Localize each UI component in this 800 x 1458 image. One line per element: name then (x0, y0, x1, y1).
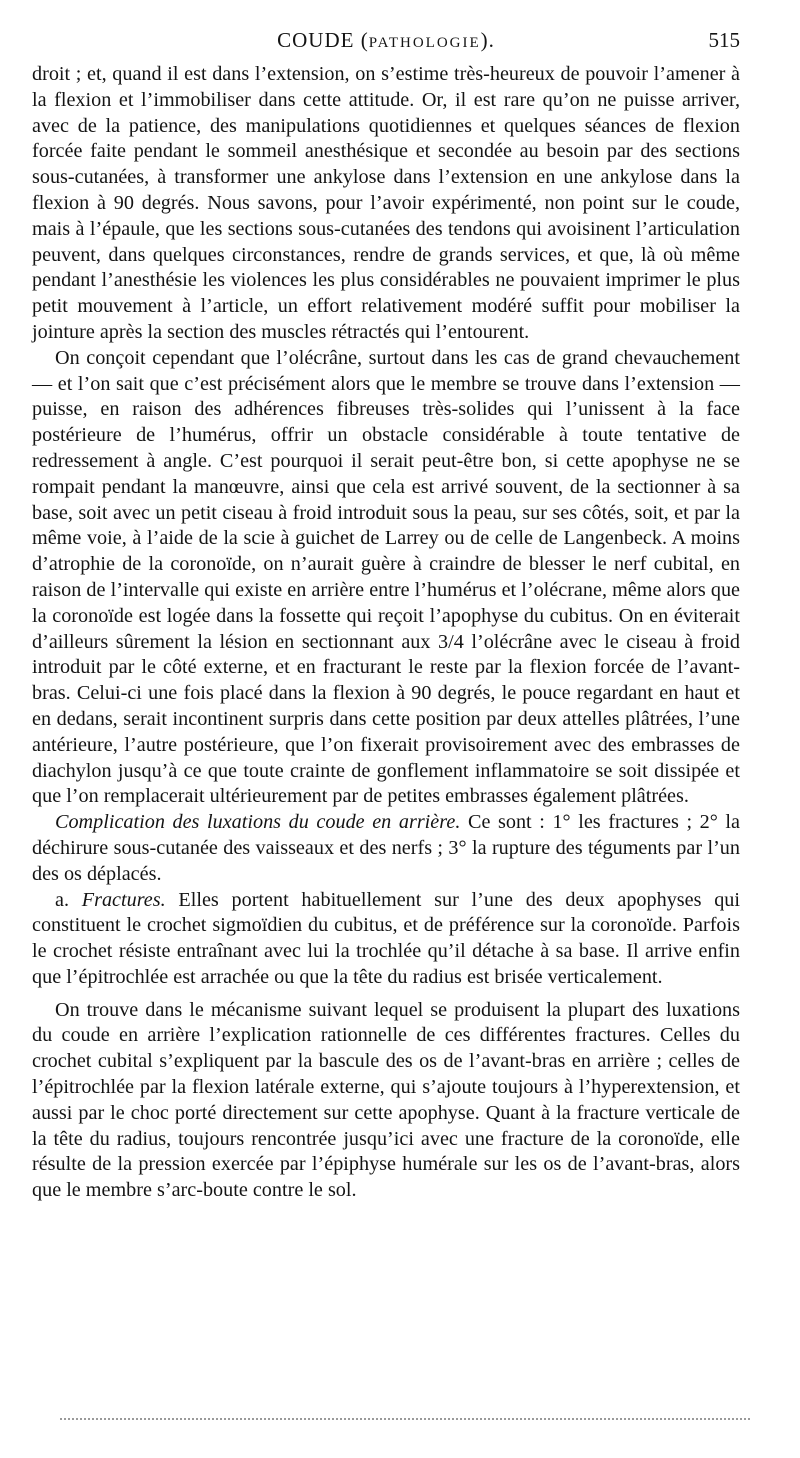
paragraph-olecrane (32, 346, 740, 810)
page-number: 515 (708, 28, 740, 52)
paragraph-continuation (32, 62, 740, 346)
paragraph-text: On trouve dans le mécanisme suivant lequel se produisent la plupart des luxations du coude en arrière l’explication rationnelle de ces différentes fractures. Celles du crochet cubital s’expliquent par la bascule des os de l’avant-bras en arrière ; celles de l’épitrochlée par la flexion latérale externe, qui s’ajoute toujours à l’hyperextension, et aussi par le choc porté directement sur cette apophyse. Quant à la fracture verticale de la tête du radius, toujours rencontrée jusqu’ici avec une fracture de la coronoïde, elle résulte de la pression exercée par l’épiphyse humérale sur les os de l’avant-bras, alors que le membre s’arc-boute contre le sol. (32, 998, 740, 1202)
item-letter: a. (55, 888, 82, 911)
paragraph-text: Ce sont : 1° les fractures ; 2° la déchirure sous-cutanée des vaisseaux et des nerfs ; 3° la rupture des téguments par l’un des os déplacés. (32, 811, 740, 885)
paragraph-fractures (32, 888, 740, 991)
running-title (32, 28, 740, 53)
paragraph-mecanisme (32, 998, 740, 1204)
paragraph-text: droit ; et, quand il est dans l’extension, on s’estime très-heureux de pouvoir l’amener à la flexion et l’immobiliser dans cette attitude. Or, il est rare qu’on ne puisse arriver, avec de la patience, des manipulations quotidiennes et quelques séances de flexion forcée faite pendant le sommeil anesthésique et secondée au besoin par des sections sous-cutanées, à transformer une ankylose dans l’extension en une ankylose dans la flexion à 90 degrés. Nous savons, pour l’avoir expérimenté, non point sur le coude, mais à l’épaule, que les sections sous-cutanées des tendons qui avoisinent l’articulation peuvent, dans quelques circonstances, rendre de grands services, et que, là où même pendant l’anesthésie les violences les plus considérables ne pouvaient imprimer le plus petit mouvement à l’article, un effort relativement modéré suffit pour mobiliser la jointure après la section des muscles rétractés qui l’entourent. (32, 63, 740, 343)
paragraph-text: On conçoit cependant que l’olécrâne, surtout dans les cas de grand chevauchement — et l’on sait que c’est précisément alors que le membre se trouve dans l’extension — puisse, en raison des adhérences fibreuses très-solides qui l’unissent à la face postérieure de l’humérus, offrir un obstacle considérable à toute tentative de redressement à angle. C’est pourquoi il serait peut-être bon, si cette apophyse ne se rompait pendant la manœuvre, ainsi que cela est arrivé souvent, de la sectionner à sa base, soit avec un petit ciseau à froid introduit sous la peau, sur ses côtés, soit, et par la même voie, à l’aide de la scie à guichet de Larrey ou de celle de Langenbeck. A moins d’atrophie de la coronoïde, on n’aurait guère à craindre de blesser le nerf cubital, en raison de l’intervalle qui existe en arrière entre l’humérus et l’olécrane, même alors que la coronoïde est logée dans la fossette qui reçoit l’apophyse du cubitus. On en éviterait d’ailleurs sûrement la lésion en sectionnant aux 3/4 l’olécrâne avec le ciseau à froid introduit par le côté externe, et en fracturant le reste par la flexion forcée de l’avant-bras. Celui-ci une fois placé dans la flexion à 90 degrés, le pouce regardant en haut et en dedans, serait incontinent surpris dans cette position par deux attelles plâtrées, l’une antérieure, l’autre postérieure, que l’on fixerait provisoirement avec des embrasses de diachylon jusqu’à ce que toute crainte de gonflement inflammatoire se soit dissipée et que l’on remplacerait ultérieurement par de petites embrasses également plâtrées. (32, 346, 740, 808)
paragraph-complication (32, 810, 740, 887)
running-title-main: COUDE ( (277, 28, 369, 52)
body-text (32, 62, 740, 1204)
running-head (32, 28, 740, 58)
running-title-close: ). (480, 28, 495, 52)
section-heading: Complication des luxations du coude en arrière. (55, 811, 461, 834)
bottom-dotted-rule (60, 1418, 750, 1424)
subsection-heading: Fractures. (81, 888, 166, 911)
paragraph-text: Elles portent habituellement sur l’une des deux apophyses qui constituent le crochet sigmoïdien du cubitus, et de préférence sur la coronoïde. Parfois le crochet résiste entraînant avec lui la trochlée qu’il détache à sa base. Il arrive enfin que l’épitrochlée est arrachée ou que la tête du radius est brisée verticalement. (32, 888, 740, 988)
running-title-sub: PATHOLOGIE (368, 35, 481, 51)
